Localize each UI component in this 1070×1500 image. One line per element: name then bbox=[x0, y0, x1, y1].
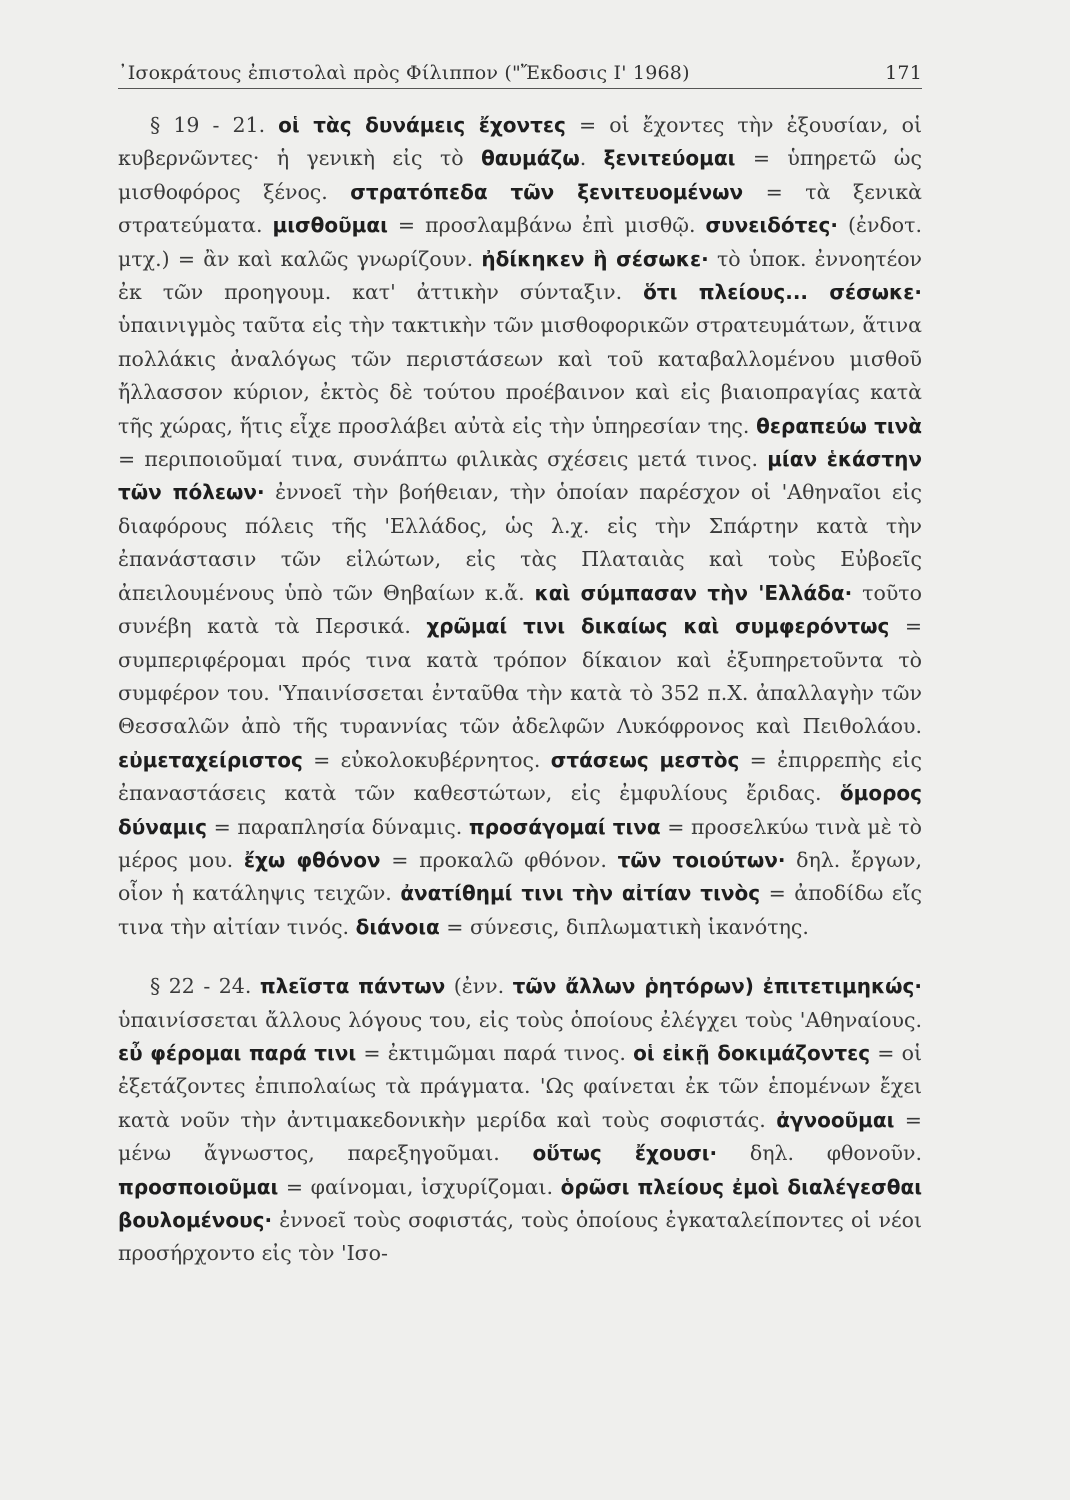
gloss-text: § 19 - 21. bbox=[150, 113, 279, 137]
gloss-text: . bbox=[579, 146, 604, 171]
gloss-text: ἐννοεῖ τοὺς σοφιστάς, τοὺς ὁποίους ἐγκαταλείποντες οἱ νέοι προσήρχοντο εἰς τὸν 'Ισο- bbox=[118, 1208, 922, 1266]
lemma-term: ὁρῶσι πλείους ἐμοὶ διαλέγεσθαι βουλομένους· bbox=[118, 1174, 922, 1232]
lemma-term: ξενιτεύομαι bbox=[603, 146, 736, 171]
lemma-term: ὅμορος δύναμις bbox=[118, 781, 922, 839]
lemma-term: τῶν ἄλλων ῥητόρων) ἐπιτετιμηκώς· bbox=[512, 974, 922, 999]
gloss-text: ὑπαινίσσεται ἄλλους λόγους του, εἰς τοὺς ὁποίους ἐλέγχει τοὺς 'Αθηναίους. bbox=[118, 1007, 922, 1032]
lemma-term: πλεῖστα πάντων bbox=[259, 974, 446, 999]
gloss-text: ἐννοεῖ τὴν βοήθειαν, τὴν ὁποίαν παρέσχον οἱ 'Αθηναῖοι εἰς διαφόρους πόλεις τῆς 'Ελλάδος, ὡς λ.χ. εἰς τὴν Σπάρτην κατὰ τὴν ἐπανάστασιν τῶν εἱλώτων, εἰς τὰς Πλαταιὰς καὶ τοὺς Εὐβοεῖς ἀπειλουμένους ὑπὸ τῶν Θηβαίων κ.ἄ. bbox=[118, 480, 923, 605]
gloss-text: = οἱ ἐξετάζοντες ἐπιπολαίως τὰ πράγματα. 'Ως φαίνεται ἐκ τῶν ἑπομένων ἔχει κατὰ νοῦν τὴν ἀντιμακεδονικὴν μερίδα καὶ τοὺς σοφιστάς. bbox=[118, 1040, 923, 1132]
running-header bbox=[118, 62, 922, 89]
gloss-text: = προκαλῶ φθόνον. bbox=[380, 847, 618, 872]
gloss-text: = ὑπηρετῶ ὡς μισθοφόρος ξένος. bbox=[118, 146, 922, 204]
lemma-term: εὖ φέρομαι παρά τινι bbox=[118, 1040, 357, 1065]
gloss-text: = σύνεσις, διπλωματικὴ ἱκανότης. bbox=[439, 914, 809, 939]
lemma-term: θαυμάζω bbox=[481, 146, 580, 171]
gloss-text: (ἐνν. bbox=[445, 974, 513, 999]
gloss-text: δηλ. ἔργων, οἷον ἡ κατάληψις τειχῶν. bbox=[118, 847, 922, 906]
lemma-term: ἀνατίθημί τινι τὴν αἰτίαν τινὸς bbox=[400, 881, 761, 906]
lemma-term: καὶ σύμπασαν τὴν 'Ελλάδα· bbox=[534, 580, 853, 605]
lemma-term: στάσεως μεστὸς bbox=[550, 747, 740, 772]
lemma-term: μίαν ἑκάστην τῶν πόλεων· bbox=[118, 447, 922, 505]
lemma-term: χρῶμαί τινι δικαίως καὶ συμφερόντως bbox=[426, 614, 890, 639]
lemma-term: προσάγομαί τινα bbox=[468, 814, 661, 839]
gloss-text: = τὰ ξενικὰ στρατεύματα. bbox=[118, 179, 923, 238]
lemma-term: ἀγνοοῦμαι bbox=[776, 1107, 895, 1132]
gloss-text: τὸ ὑποκ. ἐννοητέον ἐκ τῶν προηγουμ. κατ' ἀττικὴν σύνταξιν. bbox=[118, 246, 922, 305]
gloss-text: = συμπεριφέρομαι πρός τινα κατὰ τρόπον δίκαιον καὶ ἐξυπηρετοῦντα τὸ συμφέρον του. 'Υπαινίσσεται ἐνταῦθα τὴν κατὰ τὸ 352 π.Χ. ἀπαλλαγὴν τῶν Θεσσαλῶν ἀπὸ τῆς τυραννίας τῶν ἀδελφῶν Λυκόφρονος καὶ Πειθολάου. bbox=[118, 614, 922, 739]
gloss-text: = περιποιοῦμαί τινα, συνάπτω φιλικὰς σχέσεις μετά τινος. bbox=[118, 447, 768, 472]
gloss-text: = ἀποδίδω εἴς τινα τὴν αἰτίαν τινός. bbox=[118, 881, 923, 939]
lemma-term: συνειδότες· bbox=[705, 213, 838, 238]
lemma-term: οἱ τὰς δυνάμεις ἔχοντες bbox=[278, 113, 566, 137]
lemma-term: ὅτι πλείους... σέσωκε· bbox=[643, 280, 922, 305]
lemma-term: ἔχω φθόνον bbox=[243, 847, 381, 872]
lemma-term: εὐμεταχείριστος bbox=[118, 747, 303, 772]
gloss-text: § 22 - 24. bbox=[150, 974, 260, 999]
running-title: ᾿Ισοκράτους ἐπιστολαὶ πρὸς Φίλιππον ("Ἔκδοσις Ι' 1968) bbox=[118, 62, 690, 84]
gloss-text: = οἱ ἔχοντες τὴν ἐξουσίαν, οἱ κυβερνῶντες· ἡ γενικὴ εἰς τὸ bbox=[118, 113, 922, 171]
lemma-term: στρατόπεδα τῶν ξενιτευομένων bbox=[350, 179, 744, 204]
gloss-text: = παραπλησία δύναμις. bbox=[206, 814, 469, 839]
page-number: 171 bbox=[885, 62, 922, 84]
gloss-text: = μένω ἄγνωστος, παρεξηγοῦμαι. bbox=[118, 1107, 922, 1166]
gloss-text: (ἐνδοτ. μτχ.) = ἂν καὶ καλῶς γνωρίζουν. bbox=[118, 213, 922, 271]
lemma-term: τῶν τοιούτων· bbox=[617, 847, 786, 872]
gloss-text: = προσελκύω τινὰ μὲ τὸ μέρος μου. bbox=[118, 814, 922, 872]
lemma-term: οὕτως ἔχουσι· bbox=[532, 1141, 718, 1166]
gloss-text: ὑπαινιγμὸς ταῦτα εἰς τὴν τακτικὴν τῶν μισθοφορικῶν στρατευμάτων, ἅτινα πολλάκις ἀναλόγως τῶν περιστάσεων καὶ τοῦ καταβαλλομένου μισθοῦ ἤλλασσον κύριον, ἐκτὸς δὲ τούτου προέβαινον καὶ εἰς βιαιοπραγίας κατὰ τῆς χώρας, ἥτις εἶχε προσλάβει αὐτὰ εἰς τὴν ὑπηρεσίαν της. bbox=[118, 313, 922, 438]
gloss-text: = ἐπιρρεπὴς εἰς ἐπαναστάσεις κατὰ τῶν καθεστώτων, εἰς ἐμφυλίους ἔριδας. bbox=[118, 747, 922, 806]
gloss-text: = εὐκολοκυβέρνητος. bbox=[302, 747, 551, 772]
lemma-term: θεραπεύω τινὰ bbox=[756, 413, 922, 438]
lemma-term: διάνοια bbox=[355, 914, 440, 939]
paragraph-section-22-24 bbox=[118, 970, 922, 1271]
gloss-text: = προσλαμβάνω ἐπὶ μισθῷ. bbox=[387, 213, 706, 238]
gloss-text: = ἐκτιμῶμαι παρά τινος. bbox=[356, 1040, 634, 1065]
paragraph-section-19-21 bbox=[118, 109, 922, 944]
gloss-text: δηλ. φθονοῦν. bbox=[717, 1141, 922, 1166]
gloss-text: τοῦτο συνέβη κατὰ τὰ Περσικά. bbox=[118, 580, 922, 639]
lemma-term: ἠδίκηκεν ἢ σέσωκε· bbox=[481, 246, 709, 271]
lemma-term: προσποιοῦμαι bbox=[118, 1174, 279, 1199]
lemma-term: μισθοῦμαι bbox=[272, 213, 388, 238]
gloss-text: = φαίνομαι, ἰσχυρίζομαι. bbox=[278, 1174, 561, 1199]
lemma-term: οἱ εἰκῇ δοκιμάζοντες bbox=[633, 1040, 871, 1065]
